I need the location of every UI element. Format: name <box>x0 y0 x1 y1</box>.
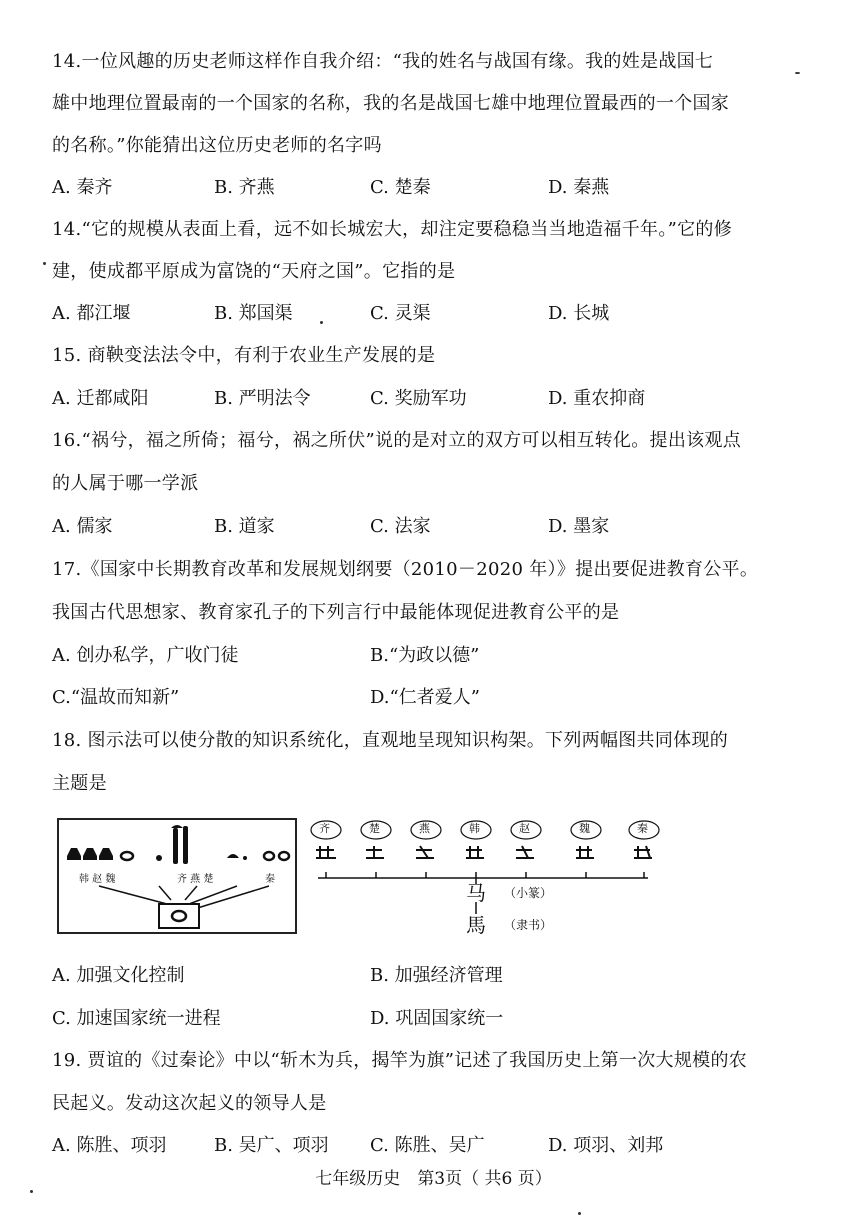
option-c[interactable]: C. 楚秦 <box>370 177 431 198</box>
script-diagram-graphic <box>308 814 668 936</box>
question-line: 15. 商鞅变法法令中，有利于农业生产发展的是 <box>52 345 436 366</box>
option-c[interactable]: C. 灵渠 <box>370 303 431 324</box>
clerical-glyph: 馬 <box>466 913 486 937</box>
knife-coins-icon <box>156 825 188 864</box>
option-d[interactable]: D.“仁者爱人” <box>370 687 480 708</box>
small-seal-label: （小篆） <box>504 886 553 900</box>
option-b[interactable]: B. 道家 <box>214 516 275 537</box>
option-c[interactable]: C. 陈胜、吴广 <box>370 1135 485 1156</box>
currency-unification-figure <box>57 818 297 934</box>
clerical-label: （隶书） <box>504 918 553 932</box>
page-footer: 七年级历史 第3页（ 共6 页） <box>315 1169 552 1189</box>
scan-speck <box>320 321 323 324</box>
state-name: 秦 <box>637 822 648 835</box>
question-line: 14.“它的规模从表面上看，远不如长城宏大，却注定要稳稳当当地造福千年。”它的修 <box>52 219 733 240</box>
state-name: 韩 <box>469 822 480 835</box>
scan-speck <box>43 262 46 265</box>
option-a[interactable]: A. 儒家 <box>52 516 113 537</box>
option-d[interactable]: D. 项羽、刘邦 <box>548 1135 664 1156</box>
option-c[interactable]: C. 法家 <box>370 516 431 537</box>
question-line: 18. 图示法可以使分散的知识系统化，直观地呈现知识构架。下列两幅图共同体现的 <box>52 730 729 751</box>
option-d[interactable]: D. 秦燕 <box>548 177 610 198</box>
question-line: 的名称。”你能猜出这位历史老师的名字吗 <box>52 135 382 156</box>
question-line: 17.《国家中长期教育改革和发展规划纲要（2010－2020 年）》提出要促进教育公平。 <box>52 559 759 580</box>
scan-speck <box>795 72 800 74</box>
option-a[interactable]: A. 创办私学，广收门徒 <box>52 645 239 666</box>
option-b[interactable]: B. 吴广、项羽 <box>214 1135 329 1156</box>
option-d[interactable]: D. 长城 <box>548 303 610 324</box>
option-a[interactable]: A. 都江堰 <box>52 303 131 324</box>
state-circles <box>311 821 659 839</box>
question-line: 14.一位风趣的历史老师这样作自我介绍：“我的姓名与战国有缘。我的姓是战国七 <box>52 51 714 72</box>
option-d[interactable]: D. 墨家 <box>548 516 610 537</box>
scan-speck <box>578 1212 581 1215</box>
option-d[interactable]: D. 巩固国家统一 <box>370 1008 504 1029</box>
option-b[interactable]: B.“为政以德” <box>370 645 480 666</box>
question-line: 19. 贾谊的《过秦论》中以“斩木为兵，揭竿为旗”记述了我国历史上第一次大规模的农 <box>52 1050 748 1071</box>
option-a[interactable]: A. 陈胜、项羽 <box>52 1135 167 1156</box>
question-line: 雄中地理位置最南的一个国家的名称，我的名是战国七雄中地理位置最西的一个国家 <box>52 93 730 114</box>
option-b[interactable]: B. 加强经济管理 <box>370 965 503 986</box>
ancient-horse-glyphs <box>316 846 652 858</box>
question-line: 我国古代思想家、教育家孔子的下列言行中最能体现促进教育公平的是 <box>52 602 620 623</box>
state-label: 秦 <box>265 874 275 885</box>
option-b[interactable]: B. 齐燕 <box>214 177 275 198</box>
scan-speck <box>30 1190 33 1193</box>
option-b[interactable]: B. 严明法令 <box>214 388 311 409</box>
round-coin-icon <box>121 852 133 860</box>
question-line: 16.“祸兮，福之所倚；福兮，祸之所伏”说的是对立的双方可以相互转化。提出该观点 <box>52 430 742 451</box>
qin-banliang-box <box>159 904 199 928</box>
question-line: 民起义。发动这次起义的领导人是 <box>52 1093 327 1114</box>
state-name: 楚 <box>369 822 380 835</box>
state-label: 齐 燕 楚 <box>177 874 214 885</box>
option-c[interactable]: C. 加速国家统一进程 <box>52 1008 221 1029</box>
state-name: 赵 <box>519 822 530 835</box>
state-name: 燕 <box>419 822 430 835</box>
state-name: 魏 <box>579 822 590 835</box>
option-a[interactable]: A. 秦齐 <box>52 177 113 198</box>
option-d[interactable]: D. 重农抑商 <box>548 388 646 409</box>
question-line: 的人属于哪一学派 <box>52 473 199 494</box>
option-b[interactable]: B. 郑国渠 <box>214 303 293 324</box>
question-line: 建，使成都平原成为富饶的“天府之国”。它指的是 <box>52 261 456 282</box>
spade-coins-icon <box>67 848 113 860</box>
state-label: 韩 赵 魏 <box>79 874 116 885</box>
small-seal-glyph: 马 <box>466 881 486 905</box>
option-c[interactable]: C. 奖励军功 <box>370 388 467 409</box>
option-a[interactable]: A. 迁都咸阳 <box>52 388 149 409</box>
option-a[interactable]: A. 加强文化控制 <box>52 965 185 986</box>
option-c[interactable]: C.“温故而知新” <box>52 687 180 708</box>
question-line: 主题是 <box>52 773 107 794</box>
round-coins-icon <box>264 852 289 860</box>
ant-nose-coins-icon <box>227 854 247 860</box>
state-name: 齐 <box>319 822 330 835</box>
script-unification-figure <box>308 814 668 936</box>
